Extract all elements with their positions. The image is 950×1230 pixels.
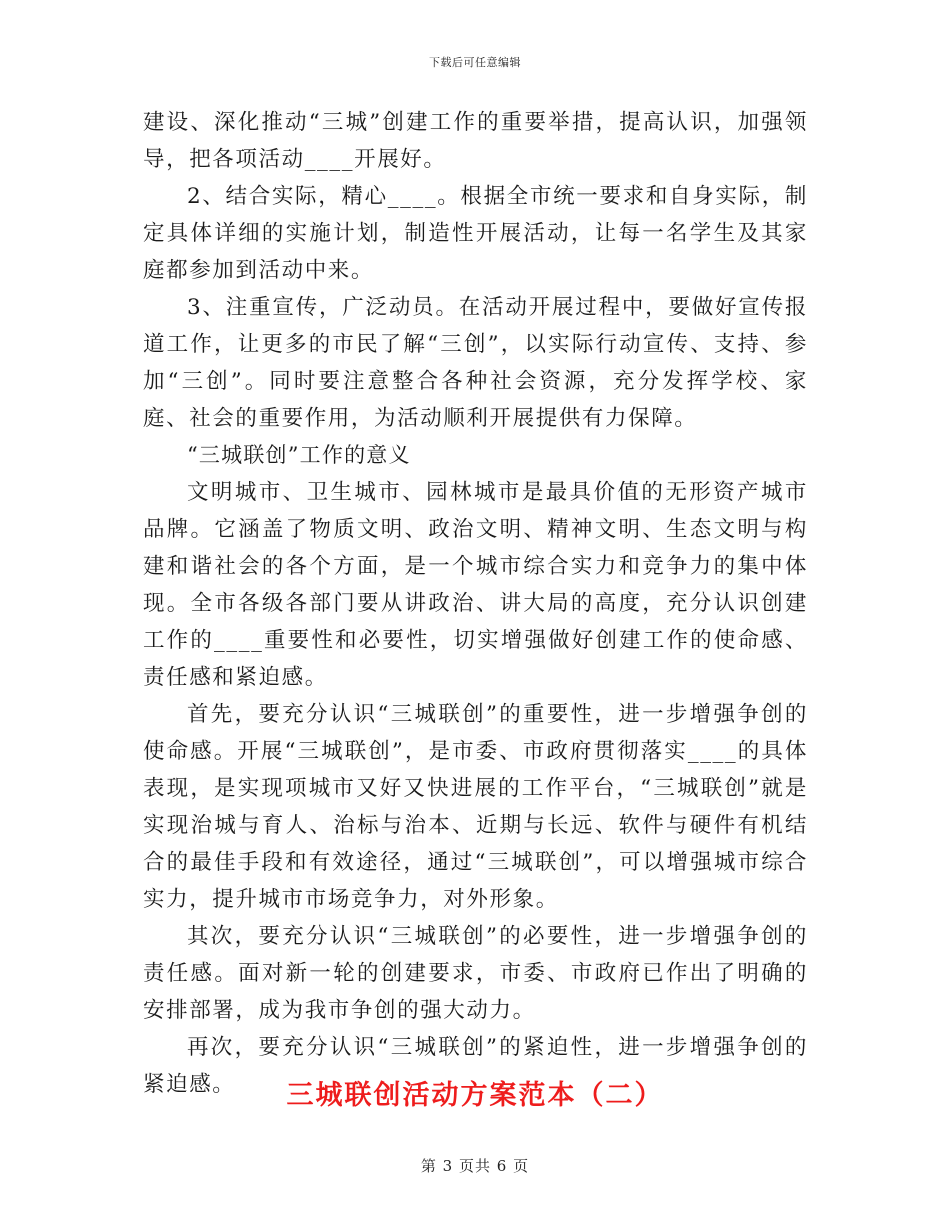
section-heading: “三城联创”工作的意义: [187, 443, 411, 467]
document-body: [143, 104, 808, 1103]
section-title-red: 三城联创活动方案范本（二）: [286, 1080, 664, 1111]
paragraph-significance: 文明城市、卫生城市、园林城市是最具价值的无形资产城市品牌。它涵盖了物质文明、政治文明、精神文明、生态文明与构建和谐社会的各个方面，是一个城市综合实力和竞争力的集中体现。全市各级各部门要从讲政治、讲大局的高度，充分认识创建工作的____重要性和必要性，切实增强做好创建工作的使命感、责任感和紧迫感。: [143, 480, 808, 690]
page-number-footer: 第 3 页共 6 页: [420, 1157, 530, 1175]
paragraph-continuation: 建设、深化推动“三城”创建工作的重要举措，提高认识，加强领导，把各项活动____开展好。: [143, 110, 808, 172]
paragraph-item-3: 3、注重宣传，广泛动员。在活动开展过程中，要做好宣传报道工作，让更多的市民了解“三创”，以实际行动宣传、支持、参加“三创”。同时要注意整合各种社会资源，充分发挥学校、家庭、社会的重要作用，为活动顺利开展提供有力保障。: [143, 295, 808, 431]
paragraph-third: 再次，要充分认识“三城联创”的紧迫性，进一步增强争创的紧迫感。: [143, 1035, 808, 1097]
page-header-note: 下载后可任意编辑: [429, 56, 521, 69]
paragraph-second: 其次，要充分认识“三城联创”的必要性，进一步增强争创的责任感。面对新一轮的创建要求，市委、市政府已作出了明确的安排部署，成为我市争创的强大动力。: [143, 924, 808, 1023]
paragraph-item-2: 2、结合实际，精心____。根据全市统一要求和自身实际，制定具体详细的实施计划，制造性开展活动，让每一名学生及其家庭都参加到活动中来。: [143, 184, 808, 283]
paragraph-first: 首先，要充分认识“三城联创”的重要性，进一步增强争创的使命感。开展“三城联创”，是市委、市政府贯彻落实____的具体表现，是实现项城市又好又快进展的工作平台，“三城联创”就是实现治城与育人、治标与治本、近期与长远、软件与硬件有机结合的最佳手段和有效途径，通过“三城联创”，可以增强城市综合实力，提升城市市场竞争力，对外形象。: [143, 702, 808, 912]
